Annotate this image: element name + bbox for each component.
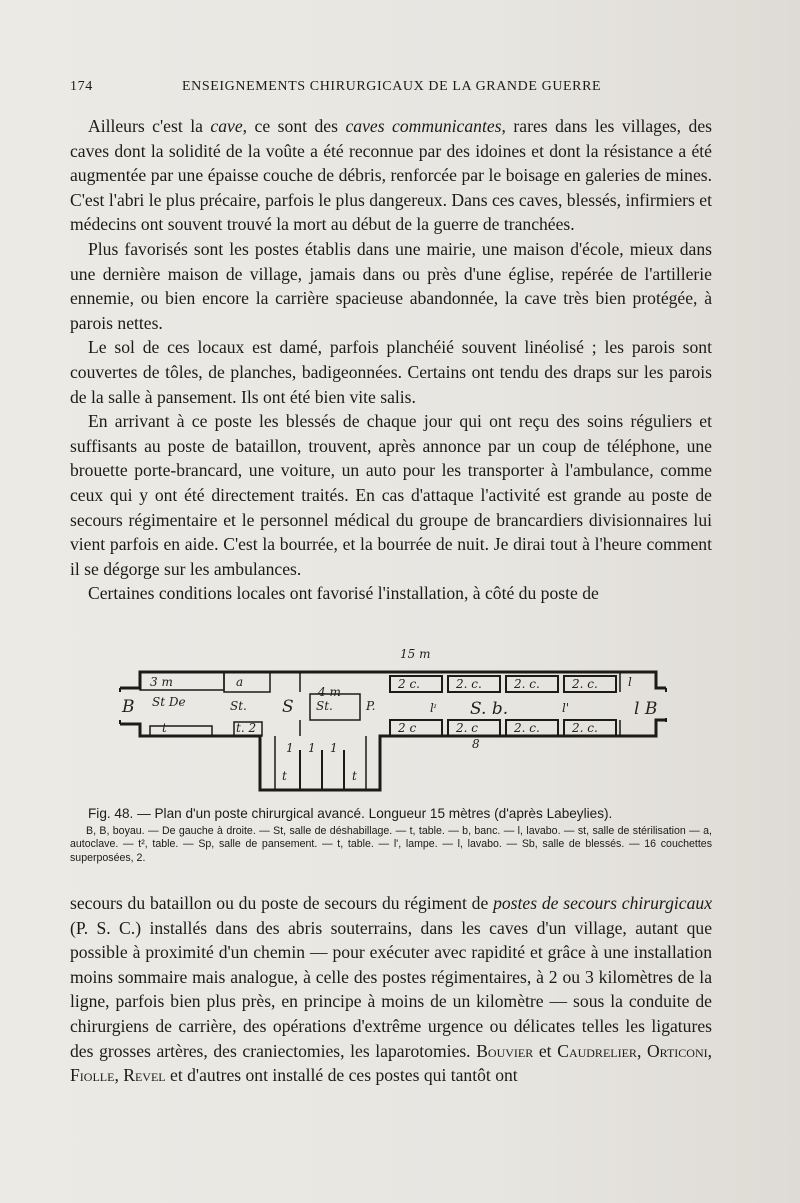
running-title: ENSEIGNEMENTS CHIRURGICAUX DE LA GRANDE GUERRE <box>182 79 602 94</box>
p6-text-d: , <box>636 1040 647 1061</box>
couchette-bottom-4: 2. c. <box>572 721 598 735</box>
bunk-1: 1 <box>286 741 294 755</box>
name-bouvier: Bouvier <box>476 1040 534 1061</box>
bunk-t-2: t <box>352 769 357 783</box>
page-number: 174 <box>70 79 93 94</box>
p6-text-b: (P. S. C.) installés dans des abris souterrains, dans les caves d'un village, autant que possible à proximité d'un chemin — pour exécuter avec rapidité et grâce à une installation moins sommaire mais analogue, à celle des postes régimentaires, à 2 ou 3 kilomètres de la ligne, parfois bien plus près, en principe à moins de un kilomètre — sous la conduite de chirurgiens de carrière, des opérations d'extrême urgence ou délicates telles les ligatures des grosses artères, des craniectomies, les laparotomies. <box>70 917 712 1061</box>
label-8: 8 <box>472 737 480 751</box>
paragraph-2: Plus favorisés sont les postes établis dans une mairie, une maison d'école, mieux dans une dernière maison de village, jamais dans ou près d'une église, repérée de l'artillerie ennemie, ou bien encore la carrière spacieuse abandonnée, la cave très bien protégée, à parois nettes. <box>70 238 712 333</box>
label-l: l <box>628 675 632 689</box>
name-orticoni: Orticoni <box>646 1040 708 1061</box>
label-St-2: St. <box>316 699 333 713</box>
paragraph-1 <box>70 114 712 237</box>
label-l-prime: l' <box>562 701 570 715</box>
label-B-left: B <box>122 697 135 717</box>
couchette-bottom-3: 2. c. <box>514 721 540 735</box>
bunk-3: 1 <box>330 741 338 755</box>
label-l-B-right: l B <box>634 699 658 719</box>
body-text-top <box>70 114 712 606</box>
couchette-bottom-1: 2 c <box>398 721 417 735</box>
label-S-b: S. b. <box>470 699 509 719</box>
paragraph-3: Le sol de ces locaux est damé, parfois planchéié souvent linéolisé ; les parois sont couvertes de tôles, de planches, badigeonnées. Certains ont tendu des draps sur les parois de la salle à pansement. Ils ont été bien vite salis. <box>70 337 712 407</box>
couchette-top-1: 2 c. <box>398 677 420 691</box>
label-t: t <box>162 721 167 735</box>
couchette-top-3: 2. c. <box>514 677 540 691</box>
paragraph-5: Certaines conditions locales ont favorisé l'installation, à côté du poste de <box>88 583 599 604</box>
figure-plan <box>100 640 700 810</box>
p6-text-f: , <box>114 1065 124 1086</box>
name-caudrelier: Caudrelier <box>557 1040 637 1061</box>
p6-text-e: , <box>707 1040 713 1061</box>
paragraph-4: En arrivant à ce poste les blessés de chaque jour qui ont reçu des soins réguliers et suffisants au poste de bataillon, trouvent, après annonce par un coup de téléphone, une brouette porte-brancard, une voiture, un auto pour les transporter à l'ambulance, comme ceux qui y ont été directement traités. En cas d'attaque l'activité est grande au poste de secours régimentaire et le personnel médical du groupe de brancardiers divisionnaires lui vient parfois en aide. C'est la bourrée, et la bourrée de nuit. Je dirai tout à l'heure comment il se dégorge sur les ambulances. <box>70 411 712 579</box>
caption-title: Fig. 48. — Plan d'un poste chirurgical avancé. Longueur 15 mètres (d'après Labeylies). <box>88 806 613 821</box>
bunk-t-1: t <box>282 769 287 783</box>
label-t2: t. 2 <box>236 721 257 735</box>
caption-legend: B, B, boyau. — De gauche à droite. — St, salle de déshabillage. — t, table. — b, banc. — l, lavabo. — st, salle de stérilisation — a, autoclave. — t², table. — Sp, salle de pansement. — t, table. — l', lampe. — l, lavabo. — Sb, salle de blessés. — 16 couchettes superposées, 2. <box>70 825 712 864</box>
label-S: S <box>282 697 294 717</box>
scale-label: 15 m <box>400 647 431 661</box>
p1-text-c: , rares dans les villages, des caves dont la solidité de la voûte a été reconnue par des idoines et dont la résistance a été augmentée par une épaisse couche de débris, renforcée par le boisage en galeries de mines. C'est l'abri le plus précaire, parfois le plus dangereux. Dans ces caves, blessés, infirmiers et médecins ont souvent trouvé la mort au début de la guerre de tranchées. <box>70 116 712 235</box>
body-text-bottom <box>70 891 712 1088</box>
label-St-De: St De <box>152 695 186 709</box>
paragraph-6 <box>70 891 712 1088</box>
name-fiolle: Fiolle <box>70 1065 115 1086</box>
label-3m: 3 m <box>150 675 173 689</box>
label-a: a <box>236 675 244 689</box>
name-revel: Revel <box>123 1065 166 1086</box>
p1-italic-caves-communicantes: caves communicantes <box>345 116 502 136</box>
couchette-top-2: 2. c. <box>456 677 482 691</box>
p1-italic-cave: cave <box>210 116 243 136</box>
label-l-i: lᶦ <box>430 701 437 715</box>
couchette-bottom-2: 2. c <box>456 721 478 735</box>
running-head <box>70 79 712 99</box>
p6-text-c: et <box>533 1040 558 1061</box>
plan-drawing <box>100 640 700 810</box>
label-P: P. <box>366 699 376 713</box>
p6-text-g: et d'autres ont installé de ces postes qui tantôt ont <box>165 1065 518 1086</box>
figure-labels <box>121 647 657 783</box>
label-4m: 4 m <box>318 685 341 699</box>
p1-text-b: , ce sont des <box>242 116 346 136</box>
p6-italic-psc: postes de secours chirurgicaux <box>493 893 713 913</box>
figure-caption <box>70 806 712 865</box>
couchette-top-4: 2. c. <box>572 677 598 691</box>
label-St: St. <box>230 699 247 713</box>
bunk-2: 1 <box>308 741 316 755</box>
p1-text-a: Ailleurs c'est la <box>88 116 211 136</box>
p6-text-a: secours du bataillon ou du poste de secours du régiment de <box>70 893 494 913</box>
